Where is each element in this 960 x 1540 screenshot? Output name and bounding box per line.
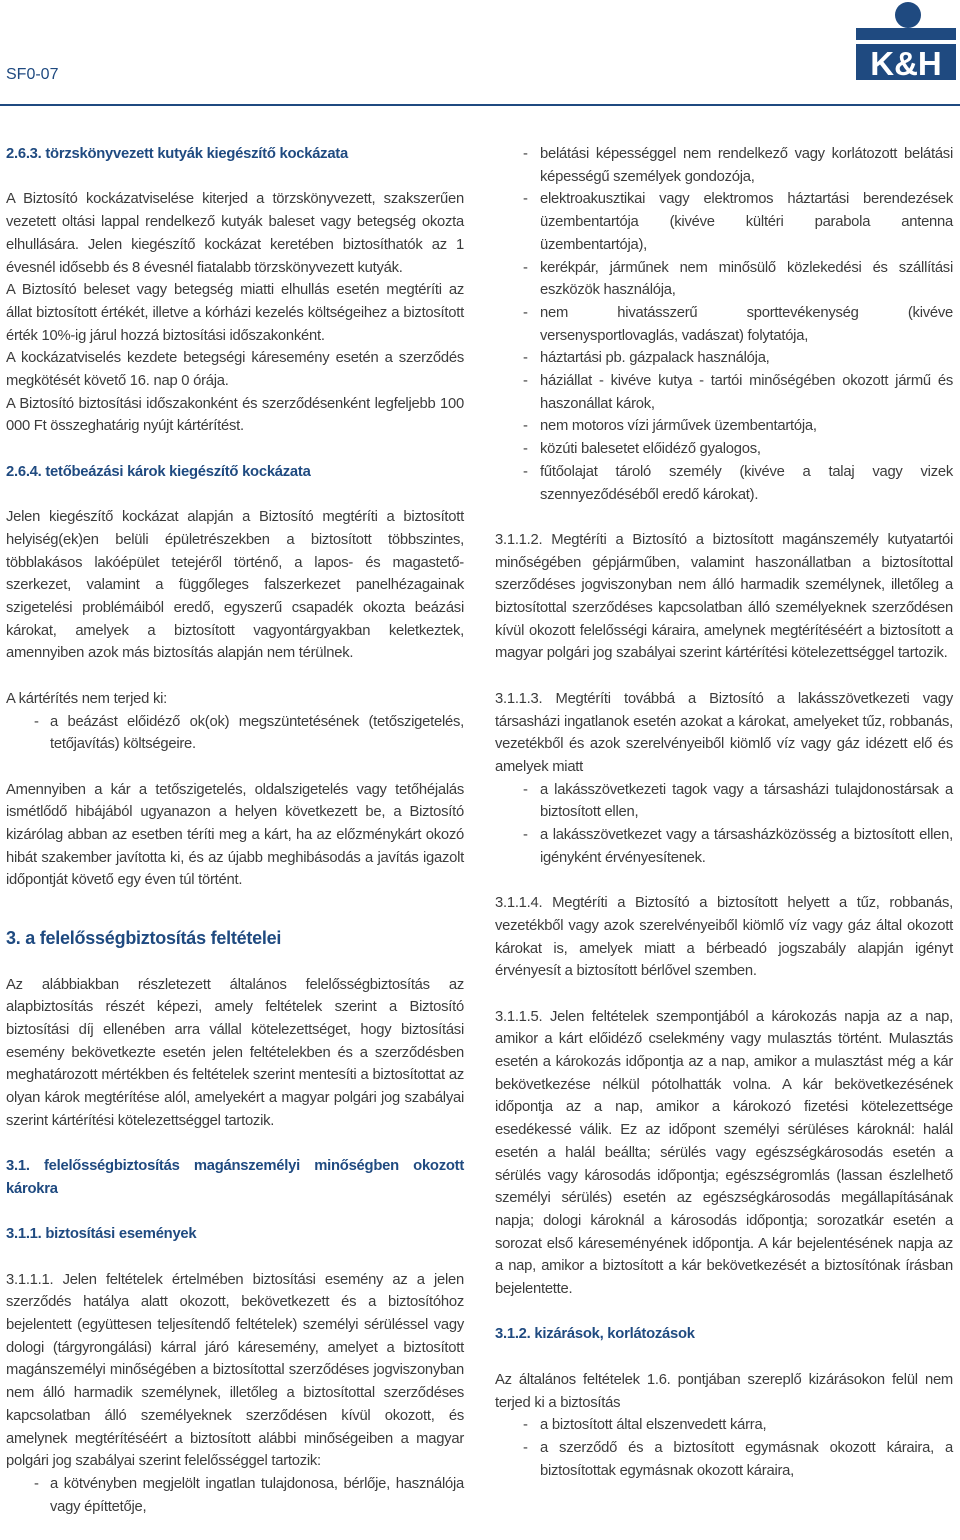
paragraph: A kockázatviselés kezdete betegségi káresemény esetén a szerződés megkötését követő 16. nap 0 órája. [6, 350, 464, 390]
exclusion-list [6, 711, 464, 756]
paragraph: Az általános feltételek 1.6. pontjában szereplő kizárásokon felül nem terjed ki a biztosítás [495, 1371, 953, 1411]
heading-3-1-2: 3.1.2. kizárások, korlátozások [495, 1326, 695, 1343]
paragraph: A Biztosító kockázatviselése kiterjed a törzskönyvezett, szakszerűen vezetett oltási lappal rendelkező kutyák baleset vagy betegség okozta elhullására. Jelen kiegészítő kockázat keretében biztosíthatók az 1 évesnél idősebb és 8 évesnél fiatalabb törzskönyvezett kutyák. [6, 191, 464, 276]
list-item: - háziállat - kivéve kutya - tartói minőségében okozott jármű és haszonállat károk, [495, 370, 953, 415]
list-item: - közúti balesetet előidéző gyalogos, [495, 438, 953, 461]
document-code: SF0-07 [6, 66, 59, 83]
list-item: - nem hivatásszerű sporttevékenység (kivéve versenysportlovaglás, vadászat) folytatója, [495, 302, 953, 347]
heading-3-1: 3.1. felelősségbiztosítás magánszemélyi minőségben okozott károkra [6, 1158, 464, 1197]
paragraph: Jelen kiegészítő kockázat alapján a Biztosító megtéríti a biztosított helyiség(ek)en belüli épületrészekben a biztosított többszintes, többlakásos lakóépület tetejéről történő, a lapos- és magastető-szerkezet, valamint a függőleges falszerkezet panelhézagainak szigetelési problémáiból eredő, egyszerű csapadék okozta beázási károkat, amelyek a biztosított vagyontárgyakban keletkeztek, amennyiben azok más biztosítás alapján nem térülnek. [6, 509, 464, 662]
paragraph: 3.1.1.2. Megtéríti a Biztosító a biztosított magánszemély kutyatartói minőségében gépjárműben, valamint haszonállatban a biztosítottal szerződéses jogviszonyban nem álló harmadik személynek, illetőleg a biztosítottal szerződéses kapcsolatban álló személyeknek szerződésen kívül okozott felelősségi káraira, amelynek megtérítéséért a biztosított a magyar polgári jog szabályai szerint kártérítési kötelezettséggel tartozik. [495, 531, 953, 662]
claimant-list [495, 779, 953, 870]
list-item: - háztartási pb. gázpalack használója, [495, 347, 953, 370]
paragraph: 3.1.1.4. Megtéríti a Biztosító a biztosított helyett a tűz, robbanás, vezetékből vagy azok szerelvényeiből kiömlő víz vagy gáz által okozott károkat is, amelyek miatt a bérbeadó jogszabály alapján igényt érvényesít a biztosított bérlővel szemben. [495, 895, 953, 980]
list-item: - elektroakusztikai vagy elektromos háztartási berendezések üzembentartója (kivéve kültéri parabola antenna üzembentartója), [495, 188, 953, 256]
list-item: - a lakásszövetkezeti tagok vagy a társasházi tulajdonostársak a biztosított ellen, [495, 779, 953, 824]
heading-2-6-4: 2.6.4. tetőbeázási károk kiegészítő kockázata [6, 463, 311, 480]
list-item: - a biztosított által elszenvedett kárra, [495, 1414, 953, 1437]
left-column [6, 143, 464, 1518]
capacity-list [6, 1473, 464, 1518]
capacity-list-continued [495, 143, 953, 506]
paragraph: Az alábbiakban részletezett általános felelősségbiztosítás az alapbiztosítás részét képezi, amely feltételek szerint a Biztosító biztosítási díj ellenében arra vállal kötelezettséget, hogy biztosítási esemény bekövetkezte esetén jelen feltételekben és a szerződésben meghatározott mértékben és feltételek szerint mentesíti a biztosítottat az olyan károk megtérítése alól, amelyekért a magyar polgári jog szabályai szerint kártérítési kötelezettséggel tartozik. [6, 976, 464, 1129]
paragraph: 3.1.1.1. Jelen feltételek értelmében biztosítási esemény az a jelen szerződés hatálya alatt okozott, bekövetkezett és a biztosítóhoz bejelentett (együttesen teljesítendő feltételek) személyi sérüléssel vagy dologi (tárgyrongálási) kárral járó káresemény, amelyet a biztosított magánszemélyi minőségében a biztosítottal szerződéses jogviszonyban nem álló harmadik személynek, illetőleg a biztosítottal szerződéses kapcsolatban álló személyeknek szerződésen kívül okozott, és amelynek megtérítéséért a biztosított alábbi minőségeiben a magyar polgári jog szabályai szerint felelősséggel tartozik: [6, 1271, 464, 1470]
paragraph: A Biztosító biztosítási időszakonként és szerződésenként legfeljebb 100 000 Ft összeghatárig nyújt kártérítést. [6, 395, 464, 435]
list-item: - a beázást előidéző ok(ok) megszüntetésének (tetőszigetelés, tetőjavítás) költségeire. [6, 711, 464, 756]
exclusions-list [495, 1414, 953, 1482]
heading-2-6-3: 2.6.3. törzskönyvezett kutyák kiegészítő kockázata [6, 146, 348, 162]
header-divider [0, 104, 960, 106]
heading-3-1-1: 3.1.1. biztosítási események [6, 1226, 197, 1243]
list-item: - nem motoros vízi járművek üzembentartója, [495, 415, 953, 438]
list-item: - fűtőolajat tároló személy (kivéve a talaj vagy vizek szennyeződéséből eredő károkat). [495, 461, 953, 506]
list-item: - a kötvényben megjelölt ingatlan tulajdonosa, bérlője, használója vagy építtetője, [6, 1473, 464, 1518]
paragraph: A Biztosító beleset vagy betegség miatti elhullás esetén megtéríti az állat biztosított értékét, illetve a kórházi kezelés költségeihez a biztosított érték 10%-ig járul hozzá biztosítási időszakonként. [6, 282, 464, 344]
list-item: - belátási képességgel nem rendelkező vagy korlátozott belátási képességű személyek gondozója, [495, 143, 953, 188]
paragraph: Amennyiben a kár a tetőszigetelés, oldalszigetelés vagy tetőhéjalás ismétlődő hibájából ugyanazon a helyen következett be, a Biztosító kizárólag abban az esetben téríti meg a kárt, ha az előzménykárt okozó hibát szakember javította ki, és az újabb meghibásodás a javítás igazolt időpontját követő egy éven túl történt. [6, 781, 464, 889]
paragraph: A kártérítés nem terjed ki: [6, 690, 168, 707]
paragraph: 3.1.1.5. Jelen feltételek szempontjából a károkozás napja az a nap, amikor a kárt előidéző cselekmény vagy mulasztás történt. Mulasztás esetén a károkozás időpontja az a nap, amikor a mulasztást még a kár bekövetkezése nélkül pótolhatták volna. A kár bekövetkezésének időpontja az a nap, amikor a károkozó fizetési kötelezettsége esedékessé válik. Ez az időpont személyi sérüléses károknál: halál esetén a halál beállta; sérülés vagy egészségkárosodás esetén a sérülés vagy károsodás időpontja; egészségromlás (lassan észlelhető személyi sérülés) esetén az egészségkárosodás megállapításának napja; dologi károknál a károsodás időpontja; sorozatkár esetén a sorozat első káreseményének időpontja. A kár bejelentésének napja az a nap, amikor a biztosított a kár bekövetkezését a biztosítónak írásban bejelentette. [495, 1008, 953, 1298]
heading-3: 3. a felelősségbiztosítás feltételei [6, 927, 282, 948]
list-item: - a lakásszövetkezet vagy a társasházközösség a biztosított ellen, igényként érvényesítenek. [495, 824, 953, 869]
list-item: - kerékpár, járműnek nem minősülő közlekedési és szállítási eszközök használója, [495, 257, 953, 302]
svg-text:K&H: K&H [870, 45, 942, 80]
list-item: - a szerződő és a biztosított egymásnak okozott káraira, a biztosítottak egymásnak okozott káraira, [495, 1437, 953, 1482]
paragraph: 3.1.1.3. Megtéríti továbbá a Biztosító a lakásszövetkezeti vagy társasházi ingatlanok esetén azokat a károkat, amelyeket tűz, robbanás, vezetékből és azok szerelvényeiből kiömlő víz vagy gáz idézett elő és amelyek miatt [495, 690, 953, 775]
right-column [495, 143, 953, 1482]
kh-logo [856, 0, 956, 80]
